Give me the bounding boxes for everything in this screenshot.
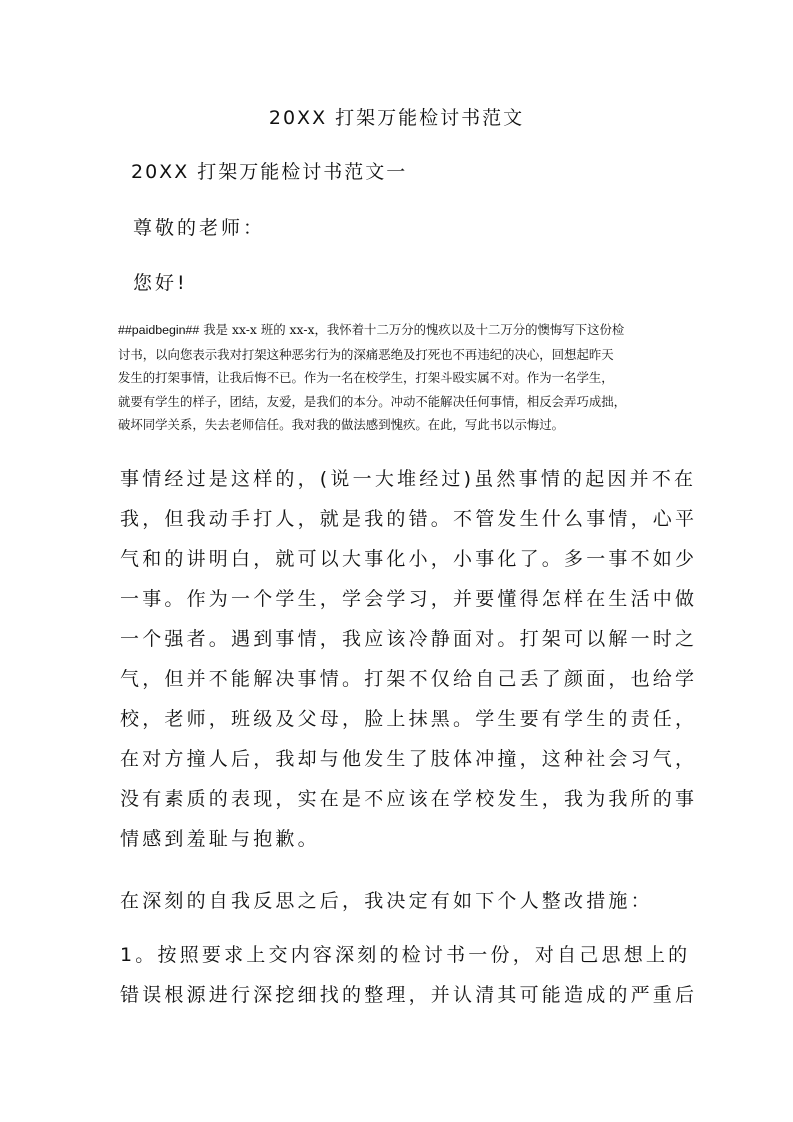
salutation: 尊敬的老师： — [133, 217, 266, 239]
incident-paragraph — [120, 459, 698, 859]
paragraph-line: 1。按照要求上交内容深刻的检讨书一份，对自己思想上的 — [120, 944, 691, 966]
intro-line: 就要有学生的样子，团结，友爱，是我们的本分。冲动不能解决任何事情，相反会弄巧成拙， — [118, 393, 627, 409]
intro-line: ##paidbegin## 我是 xx-x 班的 xx-x，我怀着十二万分的愧疚以及十二万分的懊悔写下这份检 — [118, 322, 625, 337]
paragraph-line: 一事。作为一个学生，学会学习，并要懂得怎样在生活中做 — [120, 588, 698, 610]
measure-item-1 — [120, 935, 698, 1015]
paid-marker: ##paidbegin## — [118, 323, 200, 337]
paragraph-line: 气和的讲明白，就可以大事化小，小事化了。多一事不如少 — [120, 548, 698, 570]
paragraph-line: 情感到羞耻与抱歉。 — [120, 828, 320, 850]
paragraph-line: 一个强者。遇到事情，我应该冷静面对。打架可以解一时之 — [120, 628, 698, 650]
intro-paragraph — [118, 318, 680, 437]
paragraph-line: 在深刻的自我反思之后，我决定有如下个人整改措施： — [120, 890, 653, 912]
paragraph-line: 校，老师，班级及父母，脸上抹黑。学生要有学生的责任， — [120, 708, 698, 730]
paragraph-line: 事情经过是这样的，(说一大堆经过)虽然事情的起因并不在 — [120, 468, 697, 490]
section-heading: 20XX 打架万能检讨书范文一 — [131, 161, 408, 183]
paragraph-line: 我，但我动手打人，就是我的错。不管发生什么事情，心平 — [120, 508, 698, 530]
paragraph-line: 没有素质的表现，实在是不应该在学校发生，我为我所的事 — [120, 788, 698, 810]
reflection-paragraph — [120, 881, 678, 921]
intro-line: 讨书，以向您表示我对打架这种恶劣行为的深痛恶绝及打死也不再违纪的决心，回想起昨天 — [118, 346, 614, 362]
paragraph-line: 在对方撞人后，我却与他发生了肢体冲撞，这种社会习气， — [120, 748, 698, 770]
paragraph-line: 气，但并不能解决事情。打架不仅给自己丢了颜面，也给学 — [120, 668, 698, 690]
document-title: 20XX 打架万能检讨书范文 — [268, 107, 525, 129]
paragraph-line: 错误根源进行深挖细找的整理，并认清其可能造成的严重后 — [120, 984, 698, 1006]
intro-line: 破坏同学关系，失去老师信任。我对我的做法感到愧疚。在此，写此书以示悔过。 — [118, 417, 565, 432]
intro-line: 发生的打架事情，让我后悔不已。作为一名在校学生，打架斗殴实属不对。作为一名学生， — [118, 370, 614, 385]
greeting: 您好! — [133, 272, 188, 294]
